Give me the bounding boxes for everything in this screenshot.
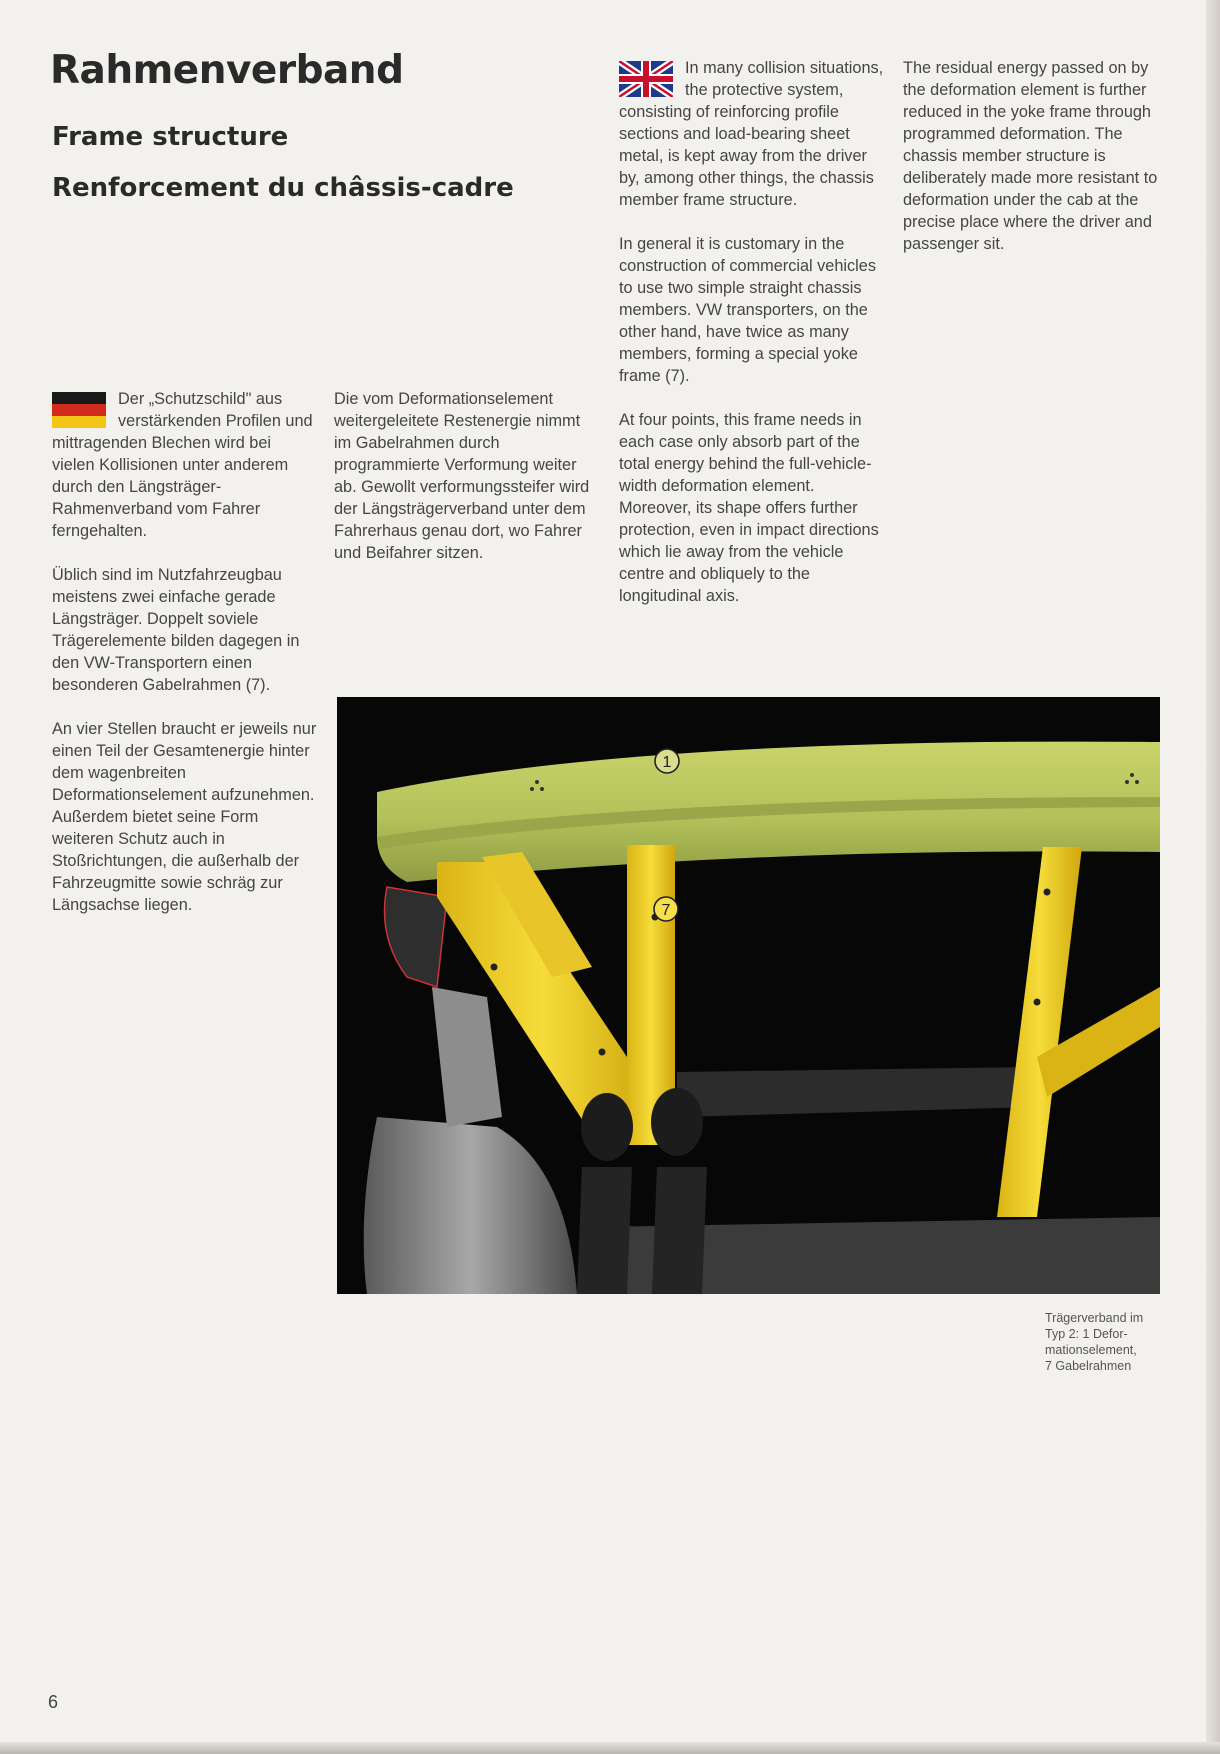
union-jack-flag-icon [619, 61, 673, 97]
page-number: 6 [48, 1692, 59, 1712]
english-paragraph-4: The residual energy passed on by the deformation element is further reduced in the yoke frame through programmed deformation. The chassis member structure is deliberately made more resistant to deformation under the cab at the precise place where the driver and passenger sit. [903, 59, 1158, 253]
caption-line: Typ 2: 1 Defor- [1045, 1327, 1128, 1341]
marker-7-callout [654, 897, 678, 921]
caption-line: 7 Gabelrahmen [1045, 1359, 1132, 1373]
german-paragraph-3: An vier Stellen braucht er jeweils nur einen Teil der Gesamtenergie hinter dem wagenbreiten Deformationselement aufzunehmen. Außerdem bietet seine Form weiteren Schutz auch in Stoßrichtungen, die außerhalb der Fahrzeugmitte sowie schräg zur Längsachse liegen. [52, 720, 317, 914]
german-text-column-2 [334, 388, 599, 586]
frame-structure-illustration [337, 697, 1160, 1294]
german-paragraph-2: Üblich sind im Nutzfahrzeugbau meistens zwei einfache gerade Längsträger. Doppelt soviele Trägerelemente bilden dagegen in den VW-Transportern einen besonderen Gabelrahmen (7). [52, 566, 300, 694]
page-title: Rahmenverband [50, 48, 404, 93]
marker-1-callout [655, 749, 679, 773]
german-text-column-1 [52, 388, 317, 938]
page-edge-shadow-right [1206, 0, 1220, 1754]
english-paragraph-2: In general it is customary in the construction of commercial vehicles to use two simple straight chassis members. VW transporters, on the other hand, have twice as many members, forming a special yoke frame (7). [619, 235, 876, 385]
marker-7-label: 7 [661, 902, 671, 919]
english-paragraph [619, 57, 884, 211]
german-paragraph [52, 388, 317, 542]
germany-flag-icon [52, 392, 106, 428]
page-edge-shadow-bottom [0, 1742, 1220, 1754]
marker-1-label: 1 [662, 754, 672, 771]
subtitle-french: Renforcement du châssis-cadre [52, 173, 514, 203]
caption-line: mationselement, [1045, 1343, 1137, 1357]
english-text-column-1 [619, 57, 884, 629]
german-paragraph-1-text: Der „Schutzschild" aus verstärkenden Profilen und mittragenden Blechen wird bei vielen Kollisionen unter anderem durch den Längsträger-Rahmenverband vom Fahrer ferngehalten. [52, 390, 313, 540]
photo-caption [1045, 1310, 1165, 1374]
english-text-column-2 [903, 57, 1168, 277]
german-paragraph-4: Die vom Deformationselement weitergeleitete Restenergie nimmt im Gabelrahmen durch programmierte Verformung weiter ab. Gewollt verformungssteifer wird der Längsträgerverband unter dem Fahrerhaus genau dort, wo Fahrer und Beifahrer sitzen. [334, 390, 590, 562]
english-paragraph-3: At four points, this frame needs in each case only absorb part of the total energy behind the full-vehicle-width deformation element. Moreover, its shape offers further protection, even in impact directions which lie away from the vehicle centre and obliquely to the longitudinal axis. [619, 411, 879, 605]
caption-line: Trägerverband im [1045, 1311, 1144, 1325]
subtitle-english: Frame structure [52, 122, 289, 152]
frame-structure-photo [337, 697, 1160, 1294]
english-paragraph-1-text: In many collision situations, the protective system, consisting of reinforcing profile sections and load-bearing sheet metal, is kept away from the driver by, among other things, the chassis member frame structure. [619, 59, 884, 209]
